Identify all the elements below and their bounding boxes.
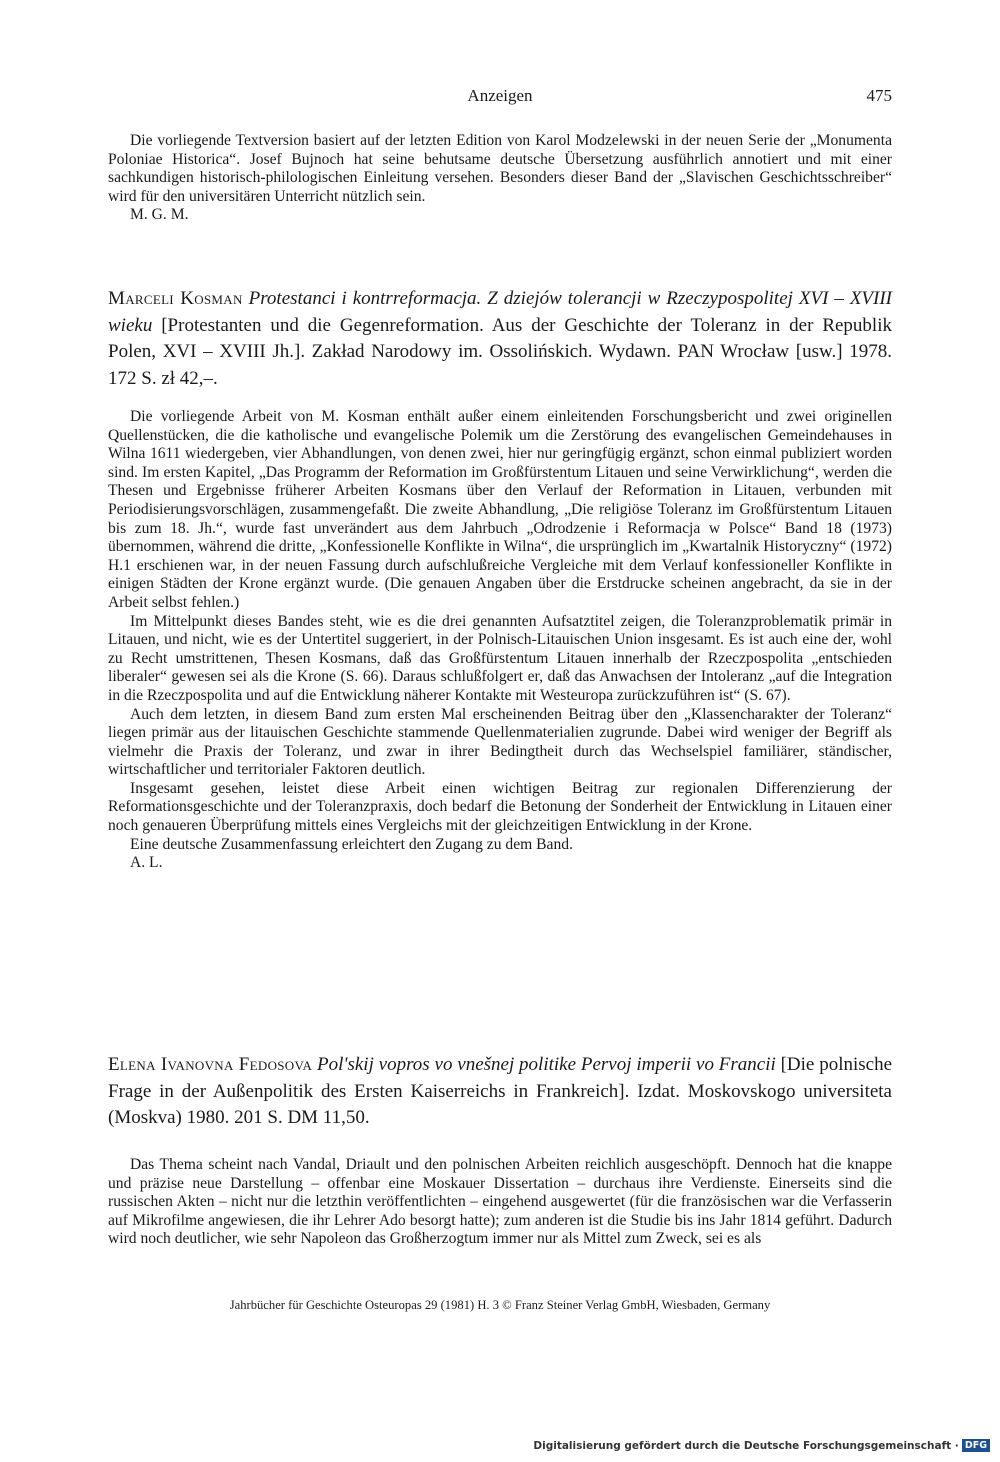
dfg-logo: DFG: [962, 1439, 990, 1452]
digitization-note: [533, 1439, 990, 1452]
review1-heading: [108, 286, 892, 392]
journal-footer: Jahrbücher für Geschichte Osteuropas 29 (1981) H. 3 © Franz Steiner Verlag GmbH, Wiesbaden, Germany: [229, 1298, 771, 1312]
review1-author: Marceli Kosman: [108, 288, 243, 309]
review2-body: [108, 1156, 892, 1249]
digitization-note-text: Digitalisierung gefördert durch die Deutsche Forschungsgemeinschaft ·: [533, 1439, 959, 1452]
page-number: 475: [866, 86, 892, 105]
review1-title: Protestanci i kontrreformacja. Z dziejów tolerancji w Rzeczypospolitej XVI – XVIII wieku: [108, 288, 893, 336]
review1-signature: A. L.: [130, 854, 163, 872]
previous-review-paragraph: Die vorliegende Textversion basiert auf der letzten Edition von Karol Modzelewski in der neuen Serie der „Monumenta Poloniae Historica“. Josef Bujnoch hat seine behutsame deutsche Übersetzung ausführlich annotiert und mit einer sachkundigen historisch-philologischen Einleitung versehen. Besonders dieser Band der „Slavischen Geschichtsschreiber“ wird für den universitären Unterricht nützlich sein.: [108, 132, 892, 205]
review1-paragraph-2: Im Mittelpunkt dieses Bandes steht, wie es die drei genannten Aufsatztitel zeigen, die Toleranzproblematik primär in Litauen, und nicht, wie es der Untertitel suggeriert, in der Polnisch-Litauischen Union insgesamt. Es ist auch eine der, wohl zu Recht umstrittenen, Thesen Kosmans, daß das Großfürstentum Litauen innerhalb der Rzeczpospolita „entschieden liberaler“ gewesen sei als die Krone (S. 66). Daraus schlußfolgert er, daß das Anwachsen der Intoleranz „auf die Integration in die Rzeczpospolita und auf die Entwicklung näherer Kontakte mit Westeuropa zurückzuführen ist“ (S. 67).: [108, 612, 892, 704]
previous-review-ending: [108, 132, 892, 225]
review2-author: Elena Ivanovna Fedosova: [108, 1054, 313, 1075]
running-head: [108, 86, 892, 108]
review2-paragraph: Das Thema scheint nach Vandal, Driault und den polnischen Arbeiten reichlich ausgeschöpft. Dennoch hat die knappe und präzise neue Darstellung – offenbar eine Moskauer Dissertation – durchaus ihre Verdienste. Einerseits sind die russischen Akten – nicht nur die letzthin veröffentlichten – eingehend ausgewertet (für die französischen war die Verfasserin auf Mikrofilme angewiesen, die ihr Lehrer Ado besorgt hatte); zum anderen ist die Studie bis ins Jahr 1814 geführt. Dadurch wird noch deutlicher, wie sehr Napoleon das Großherzogtum immer nur als Mittel zum Zweck, sei es als: [108, 1156, 892, 1248]
review1-paragraph-5: Eine deutsche Zusammenfassung erleichtert den Zugang zu dem Band.: [130, 835, 573, 853]
review1-body: [108, 408, 892, 873]
review1-paragraph-1: Die vorliegende Arbeit von M. Kosman enthält außer einem einleitenden Forschungsbericht und zwei originellen Quellenstücken, die die katholische und evangelische Polemik um die Zerstörung des evangelischen Gemeindehauses in Wilna 1611 wiedergeben, vier Abhandlungen, von denen zwei, hier nur geringfügig ergänzt, schon einmal publiziert worden sind. Im ersten Kapitel, „Das Programm der Reformation im Großfürstentum Litauen und seine Verwirklichung“, werden die Thesen und Ergebnisse früherer Arbeiten Kosmans über den Verlauf der Reformation in Litauen, verbunden mit Periodisierungsvorschlägen, zusammengefaßt. Die zweite Abhandlung, „Die religiöse Toleranz im Großfürstentum Litauen bis zum 18. Jh.“, wurde fast unverändert aus dem Jahrbuch „Odrodzenie i Reformacja w Polsce“ Band 18 (1973) übernommen, während die dritte, „Konfessionelle Konflikte in Wilna“, die ursprünglich im „Kwartalnik Historyczny“ (1972) H.1 erschienen war, in der neuen Fassung durch aufschlußreiche Vergleiche mit dem Verlauf konfessioneller Konflikte in einigen Städten der Krone ergänzt wurde. (Die genauen Angaben über die Erstdrucke scheinen angebracht, da sie in der Arbeit selbst fehlen.): [108, 408, 892, 611]
review1-paragraph-3: Auch dem letzten, in diesem Band zum ersten Mal erscheinenden Beitrag über den „Klassencharakter der Toleranz“ liegen primär aus der litauischen Geschichte stammende Quellenmaterialien zugrunde. Dabei wird weniger der Begriff als vielmehr die Praxis der Toleranz, und zwar in ihrer Bedingtheit durch das Wechselspiel familiärer, ständischer, wirtschaftlicher und territorialer Faktoren deutlich.: [108, 705, 892, 779]
review2-details: [Die polnische Frage in der Außenpolitik des Ersten Kaiserreichs in Frankreich]. Izdat. Moskovskogo universiteta (Moskva) 1980. 201 S. DM 11,50.: [108, 1054, 893, 1128]
review1-details: [Protestanten und die Gegenreformation. Aus der Geschichte der Toleranz in der Republik Polen, XVI – XVIII Jh.]. Zakład Narodowy im. Ossolińskich. Wydawn. PAN Wrocław [usw.] 1978. 172 S. zł 42,–.: [108, 314, 892, 389]
previous-review-signature: M. G. M.: [130, 206, 189, 224]
running-head-title: Anzeigen: [467, 86, 533, 105]
review2-heading: [108, 1052, 892, 1132]
review2-title: Pol'skij vopros vo vnešnej politike Pervoj imperii vo Francii: [317, 1054, 776, 1075]
review1-paragraph-4: Insgesamt gesehen, leistet diese Arbeit einen wichtigen Beitrag zur regionalen Differenzierung der Reformationsgeschichte und der Toleranzpraxis, doch bedarf die Betonung der Sonderheit der Entwicklung in Litauen einer noch genaueren Überprüfung mittels eines Vergleichs mit der gleichzeitigen Entwicklung in der Krone.: [108, 779, 892, 835]
